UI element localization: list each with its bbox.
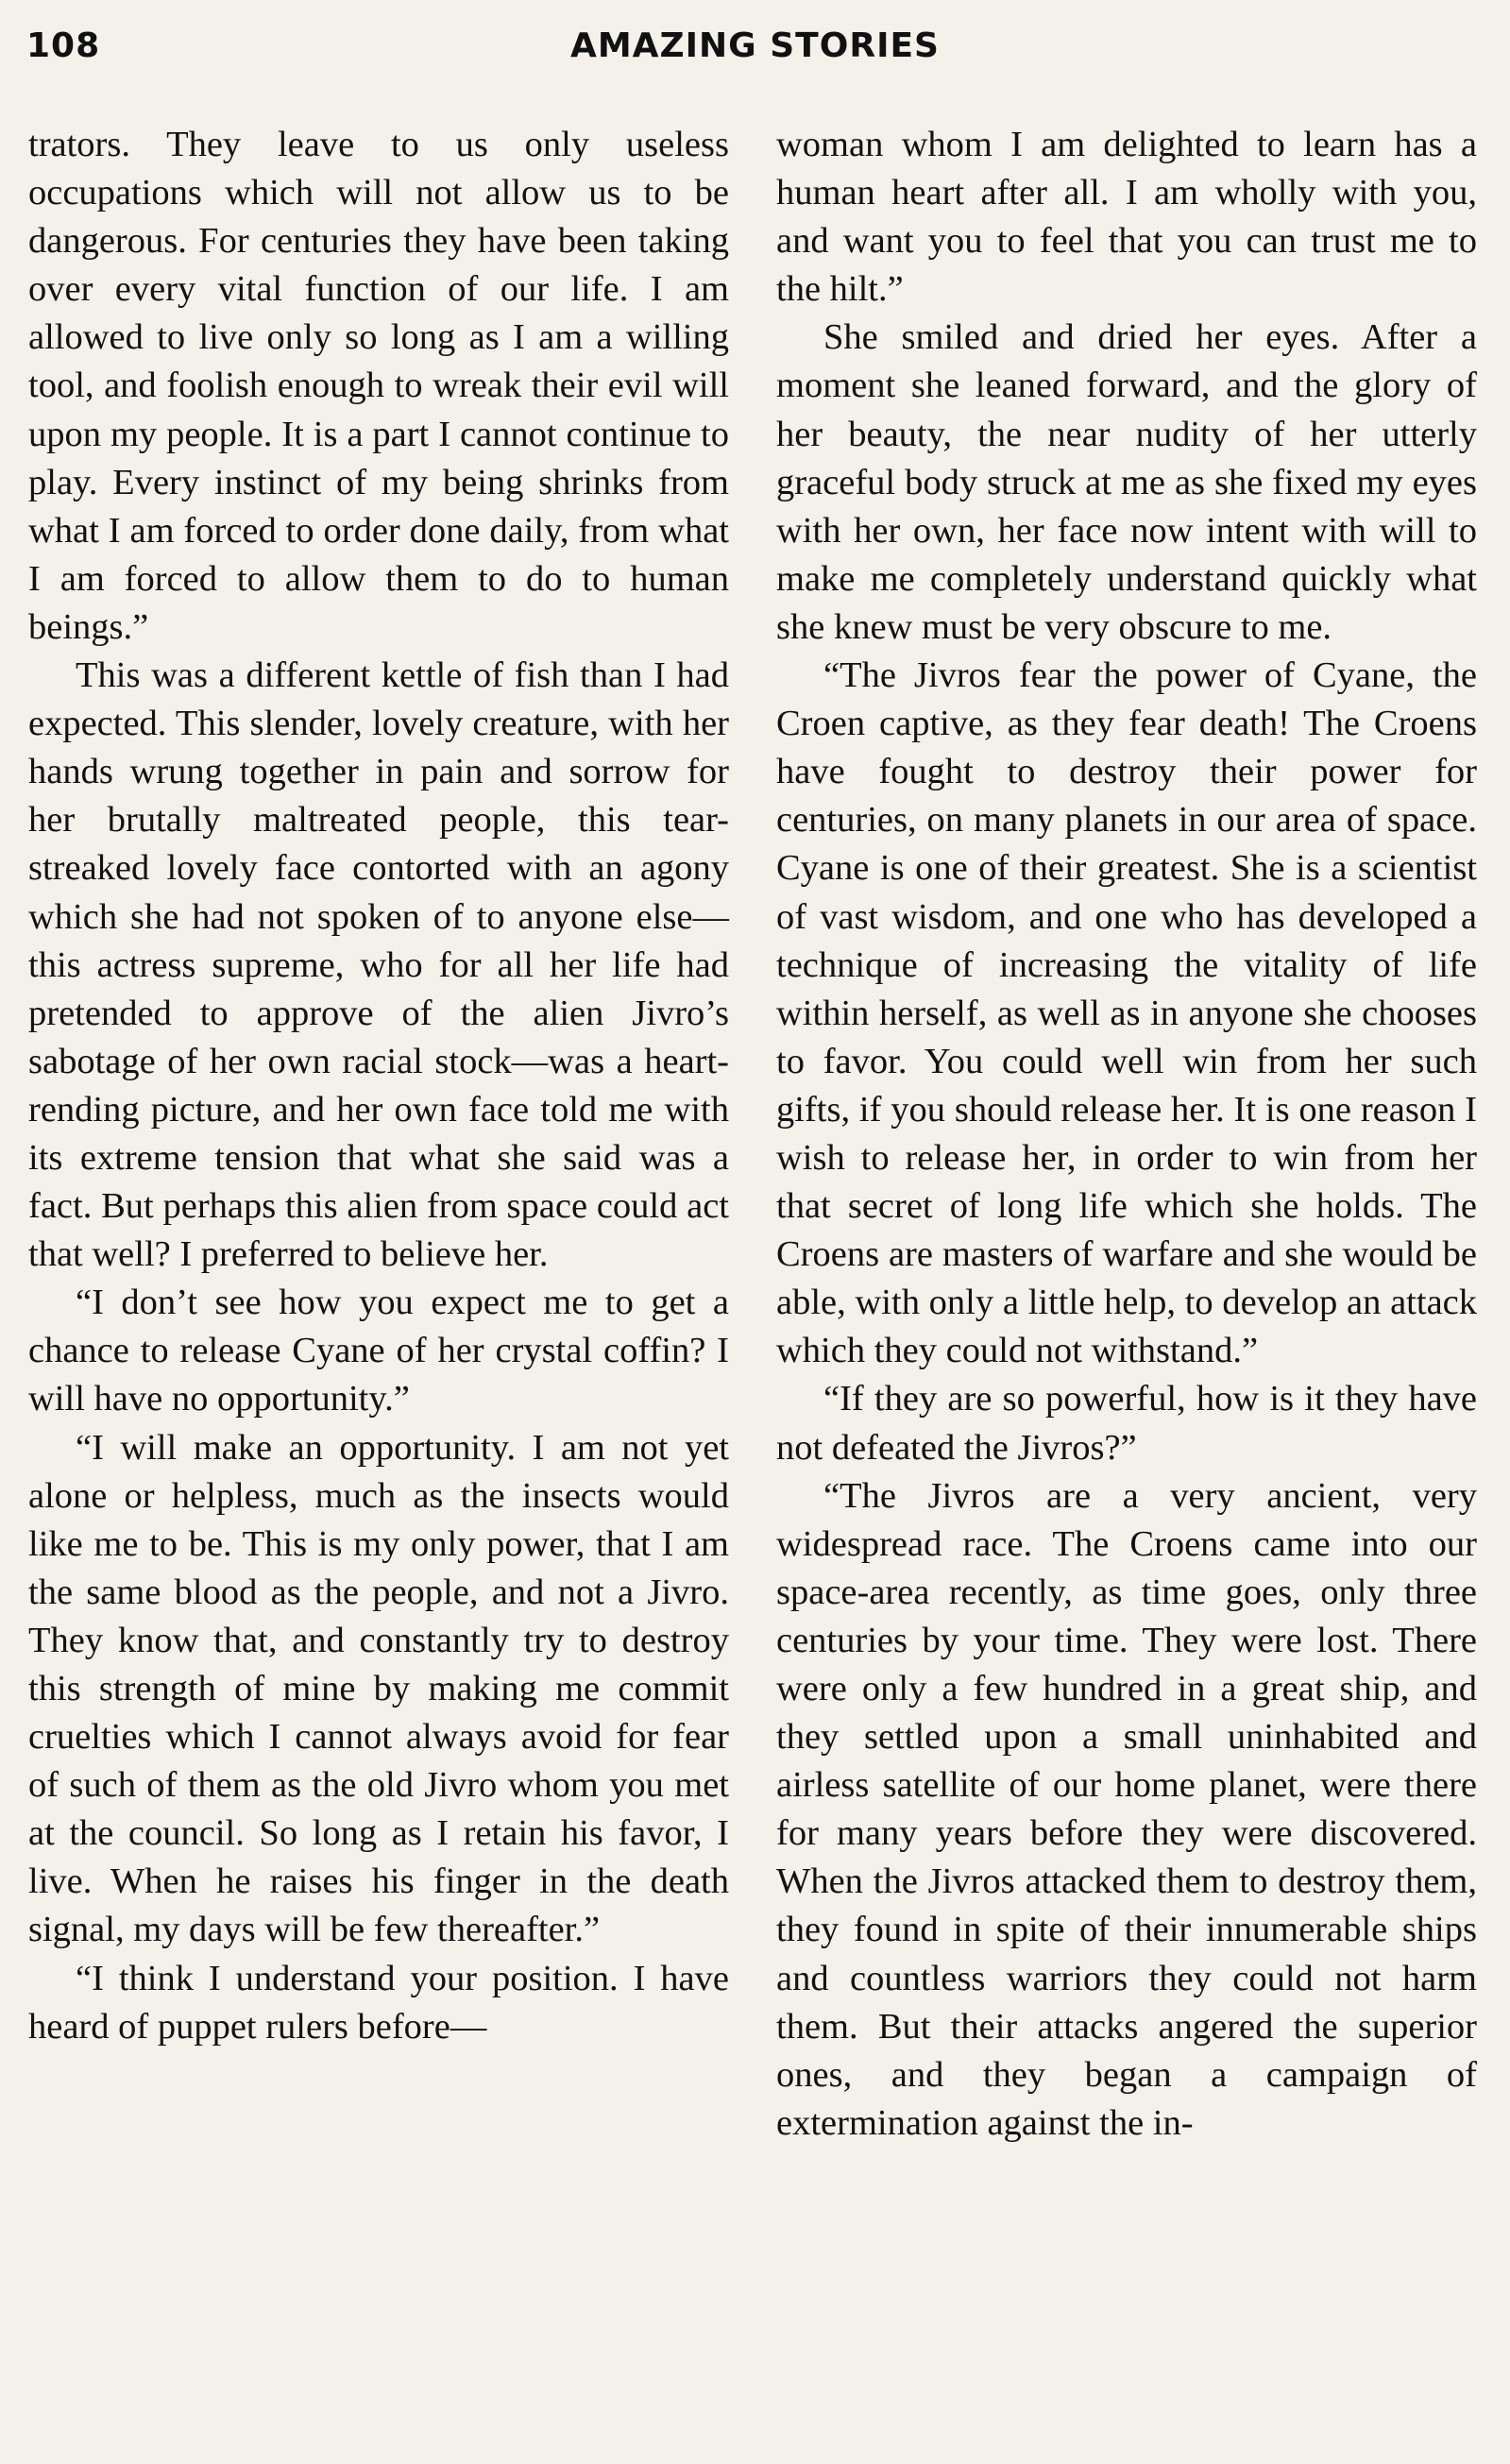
paragraph: “I don’t see how you expect me to get a chance to release Cyane of her crystal coffin? I will have no opportunity.” — [28, 1283, 729, 1419]
right-column — [776, 121, 1477, 2148]
page-header — [0, 26, 1510, 83]
paragraph: “I will make an opportunity. I am not yet alone or helpless, much as the insects would like me to be. This is my only power, that I am the same blood as the people, and not a Jivro. They know that, and constantly try to destroy this strength of mine by making me commit cruelties which I cannot always avoid for fear of such of them as the old Jivro whom you met at the council. So long as I retain his favor, I live. When he raises his finger in the death signal, my days will be few thereafter.” — [28, 1427, 729, 1950]
paragraph: This was a different kettle of fish than I had expected. This slender, lovely creature, with her hands wrung together in pain and sorrow for her brutally maltreated people, this tear-streaked lovely face contorted with an agony which she had not spoken of to anyone else—this actress supreme, who for all her life had pretended to approve of the alien Jivro’s sabotage of her own racial stock—was a heart-rending picture, and her own face told me with its extreme tension that what she said was a fact. But perhaps this alien from space could act that well? I preferred to believe her. — [28, 655, 729, 1275]
paragraph: woman whom I am delighted to learn has a human heart after all. I am wholly with you, and want you to feel that you can trust me to the hilt.” — [776, 125, 1477, 310]
left-column — [28, 121, 729, 2051]
paragraph: “The Jivros are a very ancient, very widespread race. The Croens came into our space-area recently, as time goes, only three centuries by your time. They were lost. There were only a few hundred in a great ship, and they settled upon a small uninhabited and airless satellite of our home planet, were there for many years before they were discovered. When the Jivros attacked them to destroy them, they found in spite of their innumerable ships and countless warriors they could not harm them. But their attacks angered the superior ones, and they began a campaign of extermination against the in- — [776, 1475, 1477, 2143]
page-number: 108 — [26, 26, 101, 65]
running-title: AMAZING STORIES — [570, 26, 940, 65]
paragraph: “I think I understand your position. I have heard of puppet rulers before— — [28, 1958, 729, 2047]
paragraph: trators. They leave to us only useless occupations which will not allow us to be dangerous. For centuries they have been taking over every vital function of our life. I am allowed to live only so long as I am a willing tool, and foolish enough to wreak their evil will upon my people. It is a part I cannot continue to play. Every instinct of my being shrinks from what I am forced to order done daily, from what I am forced to allow them to do to human beings.” — [28, 125, 729, 647]
paragraph: She smiled and dried her eyes. After a moment she leaned forward, and the glory of her beauty, the near nudity of her utterly graceful body struck at me as she fixed my eyes with her own, her face now intent with will to make me completely understand quickly what she knew must be very obscure to me. — [776, 317, 1477, 647]
paragraph: “If they are so powerful, how is it they have not defeated the Jivros?” — [776, 1379, 1477, 1468]
paragraph: “The Jivros fear the power of Cyane, the Croen captive, as they fear death! The Croens have fought to destroy their power for centuries, on many planets in our area of space. Cyane is one of their greatest. She is a scientist of vast wisdom, and one who has developed a technique of increasing the vitality of life within herself, as well as in anyone she chooses to favor. You could well win from her such gifts, if you should release her. It is one reason I wish to release her, in order to win from her that secret of long life which she holds. The Croens are masters of warfare and she would be able, with only a little help, to develop an attack which they could not withstand.” — [776, 655, 1477, 1371]
